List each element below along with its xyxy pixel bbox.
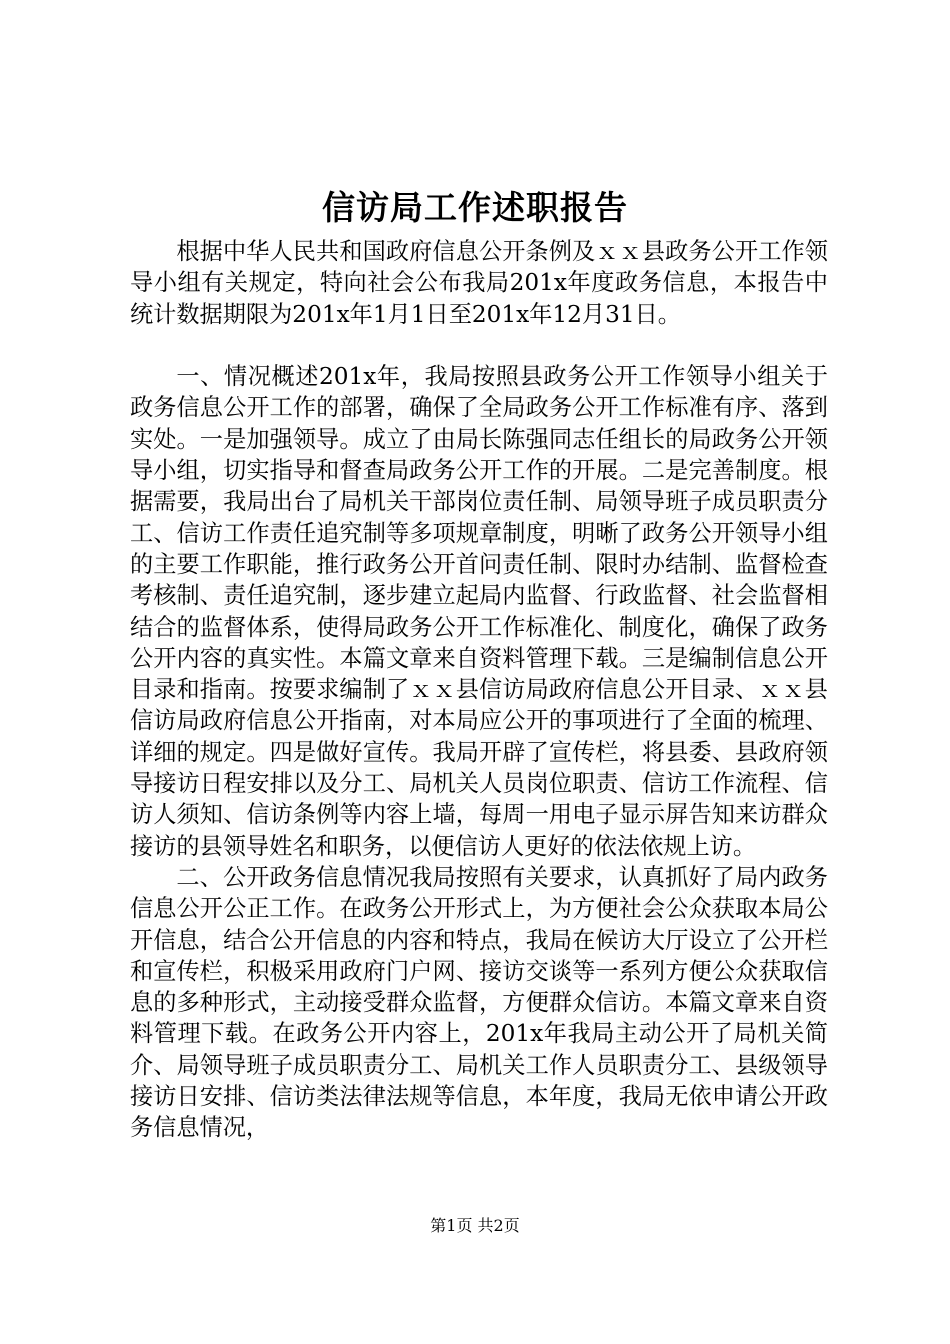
- page-footer: 第1页 共2页: [430, 1216, 520, 1235]
- paragraph-intro: 根据中华人民共和国政府信息公开条例及ｘｘ县政务公开工作领导小组有关规定，特向社会公布我局201x年度政务信息，本报告中统计数据期限为201x年1月1日至201x年12月31日。: [130, 238, 828, 328]
- paragraph-section-1: 一、情况概述201x年，我局按照县政务公开工作领导小组关于政务信息公开工作的部署，确保了全局政务公开工作标准有序、落到实处。一是加强领导。成立了由局长陈强同志任组长的局政务公开领导小组，切实指导和督查局政务公开工作的开展。二是完善制度。根据需要，我局出台了局机关干部岗位责任制、局领导班子成员职责分工、信访工作责任追究制等多项规章制度，明晰了政务公开领导小组的主要工作职能，推行政务公开首问责任制、限时办结制、监督检查考核制、责任追究制，逐步建立起局内监督、行政监督、社会监督相结合的监督体系，使得局政务公开工作标准化、制度化，确保了政务公开内容的真实性。本篇文章来自资料管理下载。三是编制信息公开目录和指南。按要求编制了ｘｘ县信访局政府信息公开目录、ｘｘ县信访局政府信息公开指南，对本局应公开的事项进行了全面的梳理、详细的规定。四是做好宣传。我局开辟了宣传栏，将县委、县政府领导接访日程安排以及分工、局机关人员岗位职责、信访工作流程、信访人须知、信访条例等内容上墙，每周一用电子显示屏告知来访群众接访的县领导姓名和职务，以便信访人更好的依法依规上访。: [130, 363, 828, 860]
- document-body: [130, 236, 828, 1144]
- paragraph-spacer: [130, 330, 828, 361]
- document-title: 信访局工作述职报告: [322, 188, 628, 227]
- paragraph-section-2: 二、公开政务信息情况我局按照有关要求，认真抓好了局内政务信息公开公正工作。在政务公开形式上，为方便社会公众获取本局公开信息，结合公开信息的内容和特点，我局在候访大厅设立了公开栏和宣传栏，积极采用政府门户网、接访交谈等一系列方便公众获取信息的多种形式，主动接受群众监督，方便群众信访。本篇文章来自资料管理下载。在政务公开内容上，201x年我局主动公开了局机关简介、局领导班子成员职责分工、局机关工作人员职责分工、县级领导接访日安排、信访类法律法规等信息，本年度，我局无依申请公开政务信息情况，: [130, 863, 828, 1142]
